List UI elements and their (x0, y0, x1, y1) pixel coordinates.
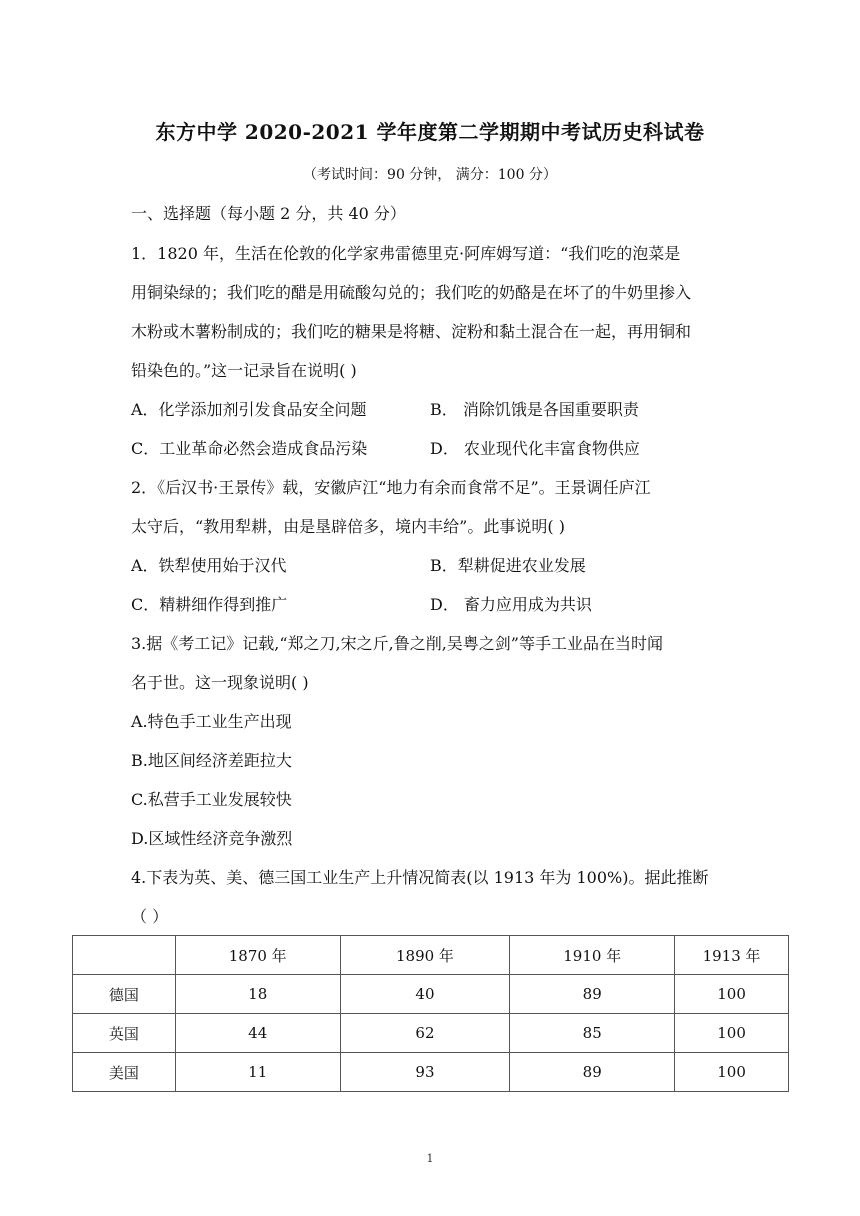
q1-line-3: 木粉或木薯粉制成的；我们吃的糖果是将糖、淀粉和黏土混合在一起，再用铜和 (131, 322, 692, 341)
table-cell: 89 (510, 1053, 675, 1092)
exam-subtitle: （考试时间：90 分钟， 满分：100 分） (303, 167, 557, 183)
table-cell: 100 (675, 975, 789, 1014)
q2-line-2: 太守后，“教用犁耕，由是垦辟倍多，境内丰给”。此事说明( ) (131, 517, 565, 536)
table-cell: 11 (175, 1053, 340, 1092)
q1-option-c: C．工业革命必然会造成食品污染 (131, 439, 368, 458)
table-header-cell: 1870 年 (175, 936, 340, 975)
table-header-cell: 1913 年 (675, 936, 789, 975)
q3-line-1: 3.据《考工记》记载,“郑之刀,宋之斤,鲁之削,吴粤之剑”等手工业品在当时闻 (131, 634, 663, 653)
industry-table (72, 935, 789, 1092)
table-row (73, 1053, 789, 1092)
q2-option-d: D． 畜力应用成为共识 (430, 595, 592, 614)
exam-title: 东方中学 2020-2021 学年度第二学期期中考试历史科试卷 (155, 120, 705, 144)
table-cell: 40 (340, 975, 510, 1014)
q4-line-1: 4.下表为英、美、德三国工业生产上升情况简表(以 1913 年为 100%)。据此推断 (131, 868, 709, 887)
q1-option-a: A．化学添加剂引发食品安全问题 (131, 400, 367, 419)
page-number: 1 (426, 1152, 434, 1165)
table-cell: 100 (675, 1053, 789, 1092)
q1-option-d: D． 农业现代化丰富食物供应 (430, 439, 640, 458)
q2-option-a: A．铁犁使用始于汉代 (131, 556, 287, 575)
q3-option-b: B.地区间经济差距拉大 (131, 751, 292, 770)
q1-line-1: 1．1820 年，生活在伦敦的化学家弗雷德里克·阿库姆写道：“我们吃的泡菜是 (131, 244, 681, 263)
q4-line-2: （ ） (131, 907, 169, 926)
table-cell: 100 (675, 1014, 789, 1053)
q3-option-a: A.特色手工业生产出现 (131, 712, 292, 731)
q1-line-4: 铅染色的。”这一记录旨在说明( ) (131, 361, 357, 380)
q3-option-d: D.区域性经济竞争激烈 (131, 829, 293, 848)
q2-option-c: C．精耕细作得到推广 (131, 595, 288, 614)
table-header-row (73, 936, 789, 975)
table-cell: 18 (175, 975, 340, 1014)
q1-line-2: 用铜染绿的；我们吃的醋是用硫酸勾兑的；我们吃的奶酪是在坏了的牛奶里掺入 (131, 283, 692, 302)
table-cell: 美国 (73, 1053, 176, 1092)
section-heading: 一、选择题（每小题 2 分，共 40 分） (131, 204, 406, 223)
table-row (73, 1014, 789, 1053)
q2-line-1: 2．《后汉书·王景传》载，安徽庐江“地力有余而食常不足”。王景调任庐江 (131, 478, 651, 497)
q3-option-c: C.私营手工业发展较快 (131, 790, 292, 809)
table-row (73, 975, 789, 1014)
table-header-cell: 1910 年 (510, 936, 675, 975)
q2-option-b: B．犁耕促进农业发展 (430, 556, 586, 575)
table-cell: 英国 (73, 1014, 176, 1053)
q1-option-b: B． 消除饥饿是各国重要职责 (430, 400, 639, 419)
q3-line-2: 名于世。这一现象说明( ) (131, 673, 309, 692)
table-cell: 93 (340, 1053, 510, 1092)
table-cell: 89 (510, 975, 675, 1014)
table-cell: 62 (340, 1014, 510, 1053)
table-header-cell: 1890 年 (340, 936, 510, 975)
table-cell: 44 (175, 1014, 340, 1053)
table-cell: 85 (510, 1014, 675, 1053)
table-cell: 德国 (73, 975, 176, 1014)
table-header-cell (73, 936, 176, 975)
